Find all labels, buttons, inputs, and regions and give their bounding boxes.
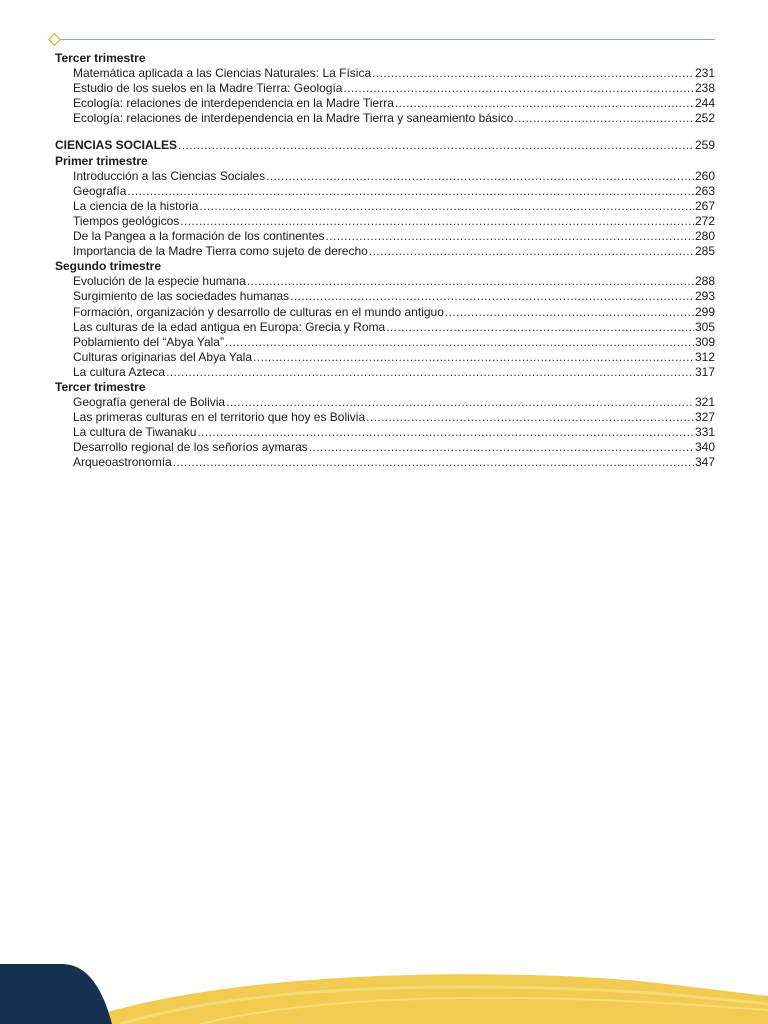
dot-leader (226, 395, 694, 410)
toc-entry[interactable] (55, 66, 715, 81)
toc-entry-page: 321 (694, 395, 715, 410)
toc-entry[interactable] (55, 440, 715, 455)
toc-entry[interactable] (55, 214, 715, 229)
footer-decoration (0, 964, 768, 1024)
dot-leader (290, 289, 694, 304)
toc-entry[interactable] (55, 184, 715, 199)
toc-entry-page: 309 (694, 334, 715, 349)
toc-entry-page: 267 (694, 198, 715, 213)
dot-leader (127, 184, 694, 199)
toc-entry-page: 285 (694, 244, 715, 259)
toc-entry-title: Evolución de la especie humana (73, 274, 246, 289)
toc-subheading: Segundo trimestre (55, 259, 162, 274)
toc-entry-page: 340 (694, 440, 715, 455)
dot-leader (372, 66, 694, 81)
dot-leader (166, 365, 694, 380)
toc-entry-title: Tiempos geológicos (73, 213, 180, 228)
dot-leader (199, 199, 694, 214)
dot-leader (197, 425, 694, 440)
footer-navy-shape (0, 964, 112, 1024)
dot-leader (266, 169, 694, 184)
toc-entry[interactable] (55, 96, 715, 111)
toc-entry[interactable] (55, 305, 715, 320)
dot-leader (366, 410, 694, 425)
toc-entry-page: 272 (694, 213, 715, 228)
dot-leader (395, 96, 694, 111)
dot-leader (326, 229, 694, 244)
toc-entry[interactable] (55, 111, 715, 126)
toc-subheading: Tercer trimestre (55, 51, 146, 65)
toc-entry[interactable] (55, 274, 715, 289)
toc-entry-page: 327 (694, 410, 715, 425)
toc-entry-page: 252 (694, 111, 715, 126)
toc-entry-page: 305 (694, 319, 715, 334)
dot-leader (180, 214, 694, 229)
toc-entry-title: De la Pangea a la formación de los continentes (73, 229, 325, 244)
toc-entry-title: Poblamiento del “Abya Yala” (73, 334, 224, 349)
toc-entry-page: 288 (694, 274, 715, 289)
toc-entry-title: Introducción a las Ciencias Sociales (73, 168, 266, 183)
toc-entry-title: Geografía general de Bolivia (73, 395, 226, 410)
toc-entry[interactable] (55, 335, 715, 350)
toc-entry-page: 331 (694, 425, 715, 440)
toc-entry[interactable] (55, 199, 715, 214)
toc-entry[interactable] (55, 289, 715, 304)
toc-entry-title: Surgimiento de las sociedades humanas (73, 289, 290, 304)
toc-entry-title: Las primeras culturas en el territorio que hoy es Bolivia (73, 410, 366, 425)
dot-leader (247, 274, 694, 289)
toc-entry-title: La cultura Azteca (73, 364, 166, 379)
toc-entry-title: La ciencia de la historia (73, 198, 199, 213)
toc-entry-title: Arqueoastronomía (73, 455, 172, 470)
table-of-contents (55, 51, 715, 471)
toc-entry-page: 299 (694, 304, 715, 319)
dot-leader (369, 244, 694, 259)
toc-entry-page: 280 (694, 229, 715, 244)
toc-entry[interactable] (55, 425, 715, 440)
toc-entry-page: 293 (694, 289, 715, 304)
dot-leader (173, 455, 694, 470)
toc-entry-title: Las culturas de la edad antigua en Europa: Grecia y Roma (73, 319, 386, 334)
toc-entry-page: 260 (694, 168, 715, 183)
dot-leader (253, 350, 694, 365)
toc-entry[interactable] (55, 244, 715, 259)
dot-leader (514, 111, 694, 126)
dot-leader (445, 305, 694, 320)
toc-entry-title: Ecología: relaciones de interdependencia en la Madre Tierra y saneamiento básico (73, 111, 514, 126)
toc-entry-title: Estudio de los suelos en la Madre Tierra: Geología (73, 81, 343, 96)
toc-entry[interactable] (55, 410, 715, 425)
toc-entry-page: 317 (694, 364, 715, 379)
toc-entry-page: 244 (694, 96, 715, 111)
toc-entry-title: Importancia de la Madre Tierra como sujeto de derecho (73, 244, 368, 259)
toc-subheading: Primer trimestre (55, 153, 148, 168)
toc-entry[interactable] (55, 365, 715, 380)
dot-leader (178, 138, 694, 153)
toc-entry-title: Formación, organización y desarrollo de culturas en el mundo antiguo (73, 304, 444, 319)
toc-section-title: CIENCIAS SOCIALES (55, 138, 178, 153)
toc-entry-page: 263 (694, 183, 715, 198)
toc-entry-page: 238 (694, 81, 715, 96)
toc-entry-page: 312 (694, 349, 715, 364)
toc-entry[interactable] (55, 229, 715, 244)
dot-leader (343, 81, 693, 96)
toc-entry-page: 347 (694, 455, 715, 470)
toc-subheading: Tercer trimestre (55, 379, 146, 394)
diamond-ornament-icon (48, 33, 61, 46)
header-rule (60, 39, 715, 40)
toc-entry-title: Ecología: relaciones de interdependencia en la Madre Tierra (73, 96, 394, 111)
toc-entry[interactable] (55, 169, 715, 184)
toc-entry-title: Culturas originarias del Abya Yala (73, 349, 252, 364)
toc-section-page: 259 (694, 138, 715, 153)
toc-entry[interactable] (55, 81, 715, 96)
dot-leader (309, 440, 694, 455)
toc-entry-page: 231 (694, 66, 715, 81)
dot-leader (225, 335, 694, 350)
toc-entry[interactable] (55, 455, 715, 470)
dot-leader (386, 320, 694, 335)
toc-section-ciencias-sociales[interactable] (55, 138, 715, 153)
toc-entry-title: Geografía (73, 183, 127, 198)
toc-entry-title: Matemática aplicada a las Ciencias Naturales: La Física (73, 66, 372, 81)
toc-entry[interactable] (55, 395, 715, 410)
toc-entry-title: La cultura de Tiwanaku (73, 425, 197, 440)
toc-entry-title: Desarrollo regional de los señoríos aymaras (73, 440, 308, 455)
section-spacer (55, 126, 715, 138)
toc-entry[interactable] (55, 320, 715, 335)
toc-entry[interactable] (55, 350, 715, 365)
